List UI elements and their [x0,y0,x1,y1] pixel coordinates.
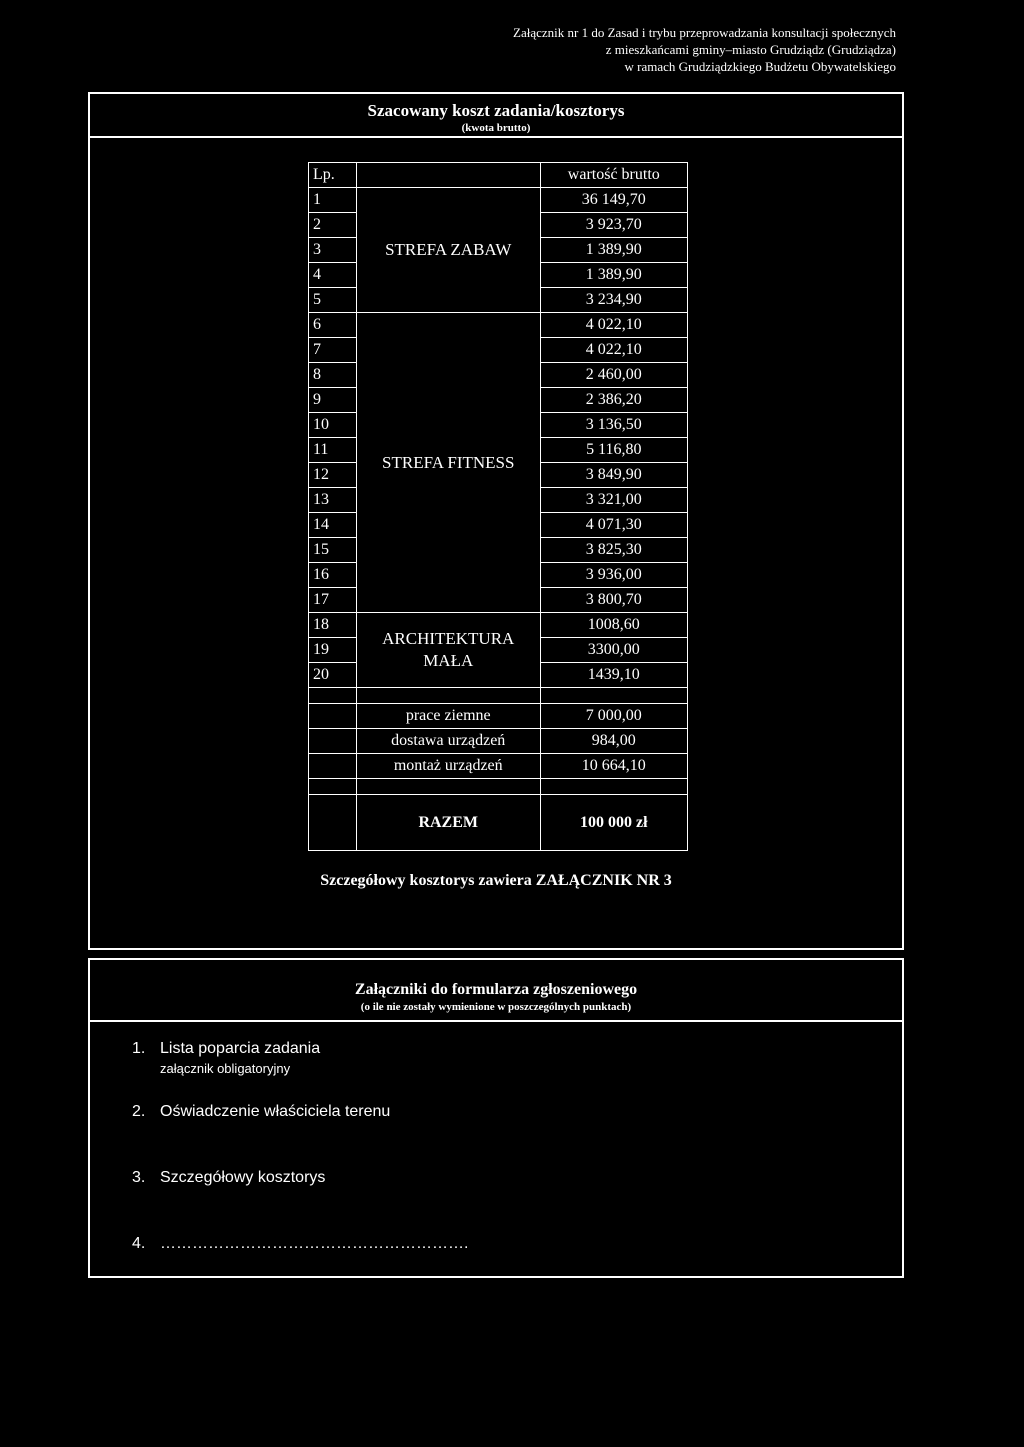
row-lp: 5 [309,288,357,313]
row-value: 1 389,90 [540,263,687,288]
row-lp: 16 [309,563,357,588]
row-lp: 13 [309,488,357,513]
row-lp: 6 [309,313,357,338]
row-value: 3 234,90 [540,288,687,313]
row-value: 3 800,70 [540,588,687,613]
spacer-cell [309,688,357,704]
attachments-header [90,960,902,1022]
row-lp: 4 [309,263,357,288]
annex-header-line-1: Załącznik nr 1 do Zasad i trybu przeprowadzania konsultacji społecznych [513,25,896,40]
attachment-number: 4. [132,1235,146,1252]
row-lp: 8 [309,363,357,388]
row-value: 3 849,90 [540,463,687,488]
header-lp: Lp. [309,163,357,188]
row-value: 2 460,00 [540,363,687,388]
row-lp: 2 [309,213,357,238]
header-name-empty [356,163,540,188]
row-lp: 9 [309,388,357,413]
detail-cost-note: Szczegółowy kosztorys zawiera ZAŁĄCZNIK NR 3 [320,872,672,889]
row-lp: 1 [309,188,357,213]
attachments-subtitle: (o ile nie zostały wymienione w poszczególnych punktach) [360,1001,632,1013]
row-lp: 3 [309,238,357,263]
cost-section-title: Szacowany koszt zadania/kosztorys [367,101,625,120]
table-row [309,313,688,338]
list-item [132,1235,468,1253]
attachment-number: 3. [132,1169,146,1186]
cost-section-subtitle: (kwota brutto) [461,122,531,134]
total-label: RAZEM [356,795,540,851]
row-value: 3300,00 [540,638,687,663]
table-spacer-row [309,779,688,795]
table-header-row [309,163,688,188]
row-value: 3 825,30 [540,538,687,563]
attachment-label: Lista poparcia zadania [160,1040,321,1057]
spacer-cell [309,779,357,795]
zone-strefa-fitness: STREFA FITNESS [356,313,540,613]
row-lp: 17 [309,588,357,613]
list-item [132,1103,390,1121]
header-value: wartość brutto [540,163,687,188]
attachment-label: Szczegółowy kosztorys [160,1169,326,1186]
zone-architektura-line-2: MAŁA [423,651,474,670]
row-lp: 18 [309,613,357,638]
row-value: 5 116,80 [540,438,687,463]
row-lp: 20 [309,663,357,688]
row-value: 2 386,20 [540,388,687,413]
row-lp: 14 [309,513,357,538]
zone-strefa-zabaw: STREFA ZABAW [356,188,540,313]
cost-table [308,162,688,851]
row-value: 3 136,50 [540,413,687,438]
row-value: 1008,60 [540,613,687,638]
extra-label: dostawa urządzeń [356,729,540,754]
table-extra-row [309,704,688,729]
row-value: 3 923,70 [540,213,687,238]
row-lp: 15 [309,538,357,563]
row-lp: 12 [309,463,357,488]
attachment-label: Oświadczenie właściciela terenu [160,1103,391,1120]
table-spacer-row [309,688,688,704]
extra-label: montaż urządzeń [356,754,540,779]
row-value: 36 149,70 [540,188,687,213]
list-item [132,1169,325,1187]
annex-header-line-3: w ramach Grudziądzkiego Budżetu Obywatelskiego [624,59,896,74]
row-value: 3 936,00 [540,563,687,588]
table-extra-row [309,729,688,754]
spacer-cell [540,688,687,704]
extra-value: 984,00 [540,729,687,754]
attachment-note: załącznik obligatoryjny [160,1061,291,1076]
extra-value: 7 000,00 [540,704,687,729]
spacer-cell [356,688,540,704]
row-lp: 11 [309,438,357,463]
table-row [309,188,688,213]
row-lp: 7 [309,338,357,363]
table-row [309,613,688,638]
attachments-title: Załączniki do formularza zgłoszeniowego [354,981,638,998]
row-value: 3 321,00 [540,488,687,513]
total-value: 100 000 zł [540,795,687,851]
table-total-row [309,795,688,851]
table-extra-row [309,754,688,779]
total-lp-empty [309,795,357,851]
attachment-number: 1. [132,1040,146,1057]
zone-architektura-line-1: ARCHITEKTURA [382,629,515,648]
zone-architektura-mala [356,613,540,688]
cost-section-header [90,94,902,138]
row-value: 4 071,30 [540,513,687,538]
annex-header-note [296,24,896,75]
extra-lp-empty [309,704,357,729]
row-value: 4 022,10 [540,313,687,338]
annex-header-line-2: z mieszkańcami gminy–miasto Grudziądz (Grudziądza) [605,42,896,57]
row-value: 1439,10 [540,663,687,688]
extra-value: 10 664,10 [540,754,687,779]
spacer-cell [356,779,540,795]
spacer-cell [540,779,687,795]
row-lp: 10 [309,413,357,438]
extra-label: prace ziemne [356,704,540,729]
extra-lp-empty [309,754,357,779]
row-lp: 19 [309,638,357,663]
attachment-number: 2. [132,1103,146,1120]
extra-lp-empty [309,729,357,754]
attachment-label: …………………………………………………. [160,1235,469,1252]
row-value: 1 389,90 [540,238,687,263]
list-item [132,1040,320,1076]
row-value: 4 022,10 [540,338,687,363]
